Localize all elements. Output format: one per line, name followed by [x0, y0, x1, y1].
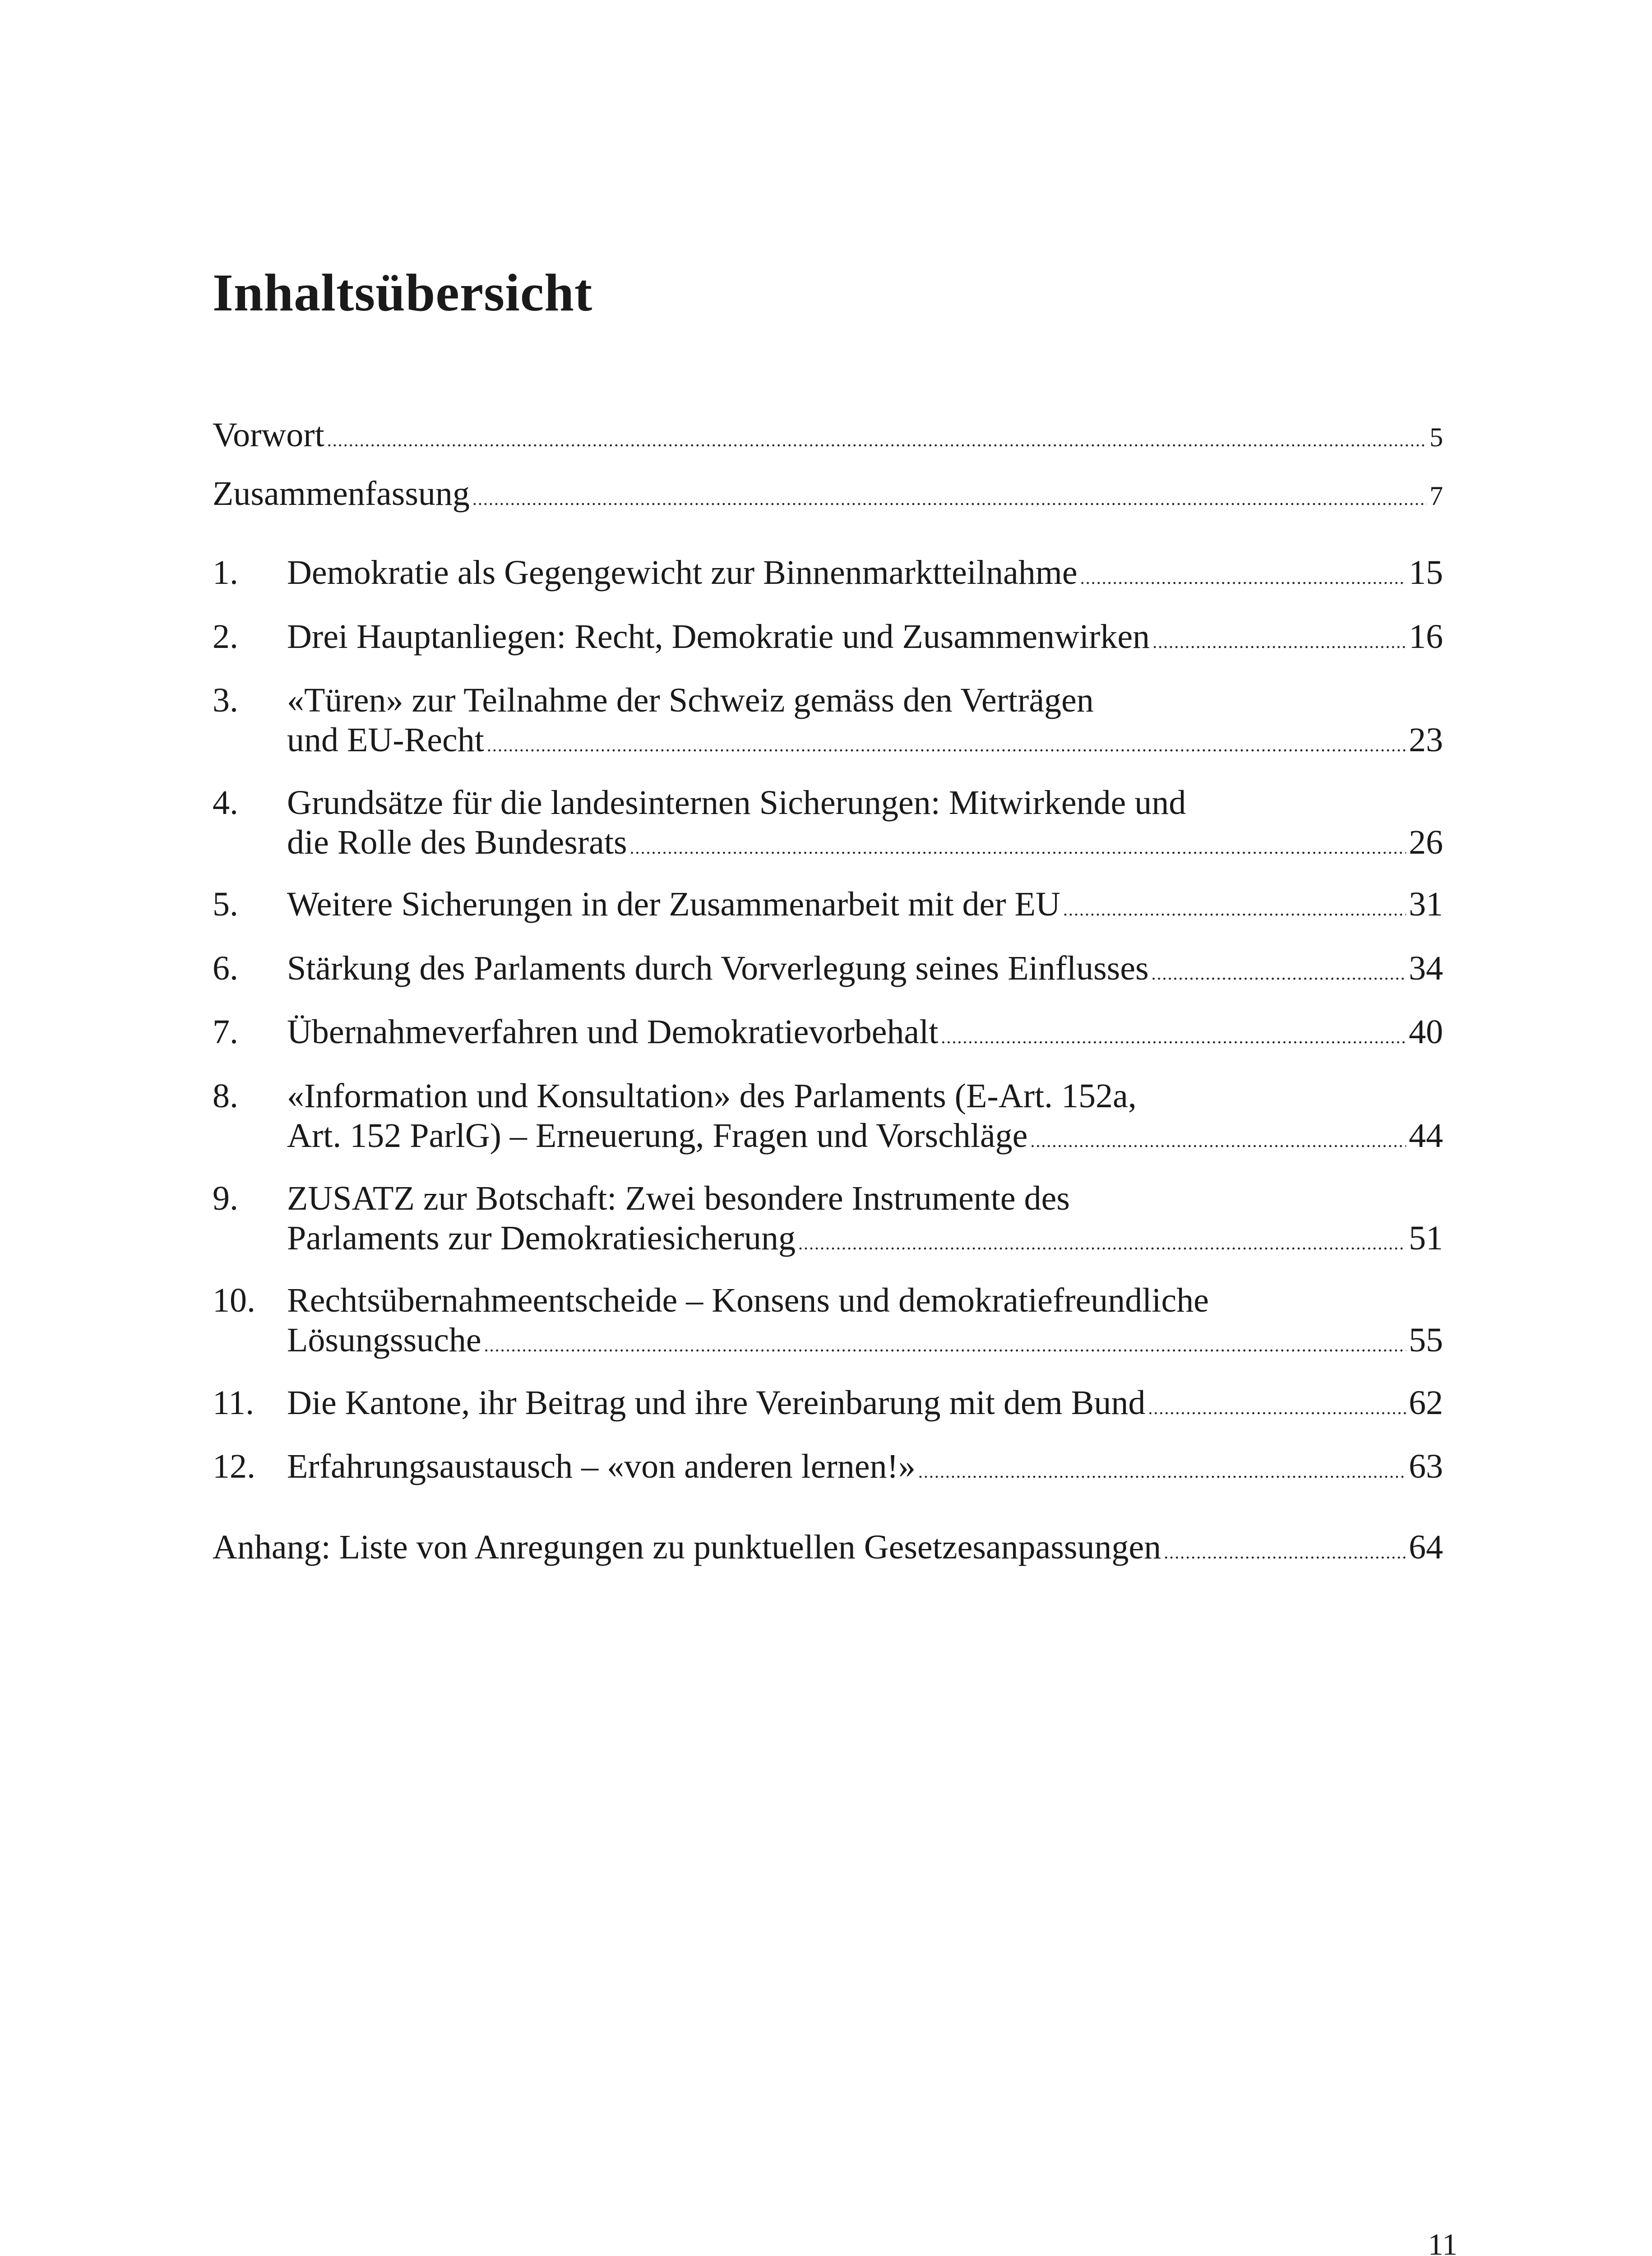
toc-page-number: 63 — [1409, 1447, 1443, 1485]
toc-entry-text: Zusammenfassung — [213, 475, 470, 513]
toc-entry-chapter-10 — [213, 1281, 1443, 1365]
toc-entry-text: Übernahmeverfahren und Demokratievorbehalt — [287, 1013, 939, 1051]
toc-entry-chapter-11 — [213, 1383, 1443, 1428]
toc-entry-text: Anhang: Liste von Anregungen zu punktuellen Gesetzesanpassungen — [213, 1528, 1161, 1566]
dot-leader — [941, 1017, 1406, 1057]
toc-page-number: 64 — [1409, 1528, 1443, 1566]
dot-leader — [918, 1452, 1406, 1492]
toc-entry-chapter-8 — [213, 1076, 1443, 1161]
toc-entry-text: Erfahrungsaustausch – «von anderen lernen!» — [287, 1447, 916, 1485]
toc-page-number: 55 — [1409, 1321, 1443, 1359]
dot-leader — [1148, 1388, 1406, 1428]
toc-page-number: 15 — [1409, 554, 1443, 592]
dot-leader — [798, 1224, 1406, 1263]
toc-page-number: 62 — [1409, 1384, 1443, 1422]
toc-entry-text: Weitere Sicherungen in der Zusammenarbeit mit der EU — [287, 885, 1060, 923]
toc-entry-text-line-2: Parlaments zur Demokratiesicherung — [287, 1219, 796, 1257]
chapter-number: 7. — [213, 1013, 238, 1051]
toc-page-number: 31 — [1409, 885, 1443, 923]
toc-page-number: 26 — [1409, 823, 1443, 861]
toc-entry-chapter-2 — [213, 617, 1443, 662]
chapter-number: 11. — [213, 1384, 255, 1422]
toc-page-number: 16 — [1409, 618, 1443, 656]
toc-entry-chapter-6 — [213, 948, 1443, 994]
chapter-number: 4. — [213, 784, 238, 822]
toc-entry-text-line-2: Lösungssuche — [287, 1321, 481, 1359]
chapter-number: 12. — [213, 1447, 255, 1485]
toc-page-number: 23 — [1409, 721, 1443, 759]
toc-page-number: 44 — [1409, 1117, 1443, 1155]
toc-entry-text: Drei Hauptanliegen: Recht, Demokratie und Zusammenwirken — [287, 618, 1150, 656]
toc-entry-chapter-3 — [213, 680, 1443, 765]
toc-page-number: 34 — [1409, 949, 1443, 987]
dot-leader — [1152, 622, 1406, 662]
toc-page-number: 5 — [1430, 422, 1443, 452]
dot-leader — [327, 421, 1427, 460]
dot-leader — [1030, 1121, 1406, 1161]
dot-leader — [487, 726, 1406, 765]
toc-entry-text: Vorwort — [213, 416, 324, 454]
chapter-number: 6. — [213, 949, 238, 987]
toc-entry-chapter-12 — [213, 1447, 1443, 1492]
toc-entry-text-line-1: «Information und Konsultation» des Parlaments (E-Art. 152a, — [287, 1077, 1137, 1115]
toc-entry-text: Stärkung des Parlaments durch Vorverlegung seines Einflusses — [287, 949, 1149, 987]
toc-entry-text-line-2: die Rolle des Bundesrats — [287, 823, 627, 861]
dot-leader — [630, 828, 1406, 868]
toc-entry-chapter-9 — [213, 1179, 1443, 1263]
toc-entry-text-line-2: Art. 152 ParlG) – Erneuerung, Fragen und Vorschläge — [287, 1117, 1028, 1155]
dot-leader — [484, 1326, 1406, 1365]
toc-title: Inhaltsübersicht — [213, 263, 593, 322]
toc-entry-chapter-1 — [213, 553, 1443, 598]
toc-entry-text-line-1: «Türen» zur Teilnahme der Schweiz gemäss den Verträgen — [287, 681, 1094, 719]
toc-page-number: 40 — [1409, 1013, 1443, 1051]
chapter-number: 3. — [213, 681, 238, 719]
chapter-number: 9. — [213, 1179, 238, 1217]
toc-entry-chapter-7 — [213, 1012, 1443, 1057]
toc-entry-text-line-1: Grundsätze für die landesinternen Sicherungen: Mitwirkende und — [287, 784, 1186, 822]
toc-page-number: 7 — [1430, 481, 1443, 511]
chapter-number: 10. — [213, 1281, 255, 1319]
dot-leader — [472, 479, 1427, 519]
toc-entry-chapter-4 — [213, 783, 1443, 868]
toc-page-number: 51 — [1409, 1219, 1443, 1257]
toc-entry-text-line-1: Rechtsübernahmeentscheide – Konsens und demokratiefreundliche — [287, 1281, 1209, 1319]
chapter-number: 5. — [213, 885, 238, 923]
toc-entry-zusammenfassung — [213, 474, 1443, 519]
page-number-footer: 11 — [1428, 2227, 1458, 2256]
dot-leader — [1080, 558, 1406, 598]
toc-entry-anhang — [213, 1527, 1443, 1572]
toc-entry-chapter-5 — [213, 884, 1443, 929]
chapter-number: 2. — [213, 618, 238, 656]
dot-leader — [1063, 890, 1406, 929]
dot-leader — [1164, 1533, 1406, 1572]
toc-entry-text-line-1: ZUSATZ zur Botschaft: Zwei besondere Instrumente des — [287, 1179, 1070, 1217]
toc-entry-text: Demokratie als Gegengewicht zur Binnenmarktteilnahme — [287, 554, 1078, 592]
chapter-number: 8. — [213, 1077, 238, 1115]
chapter-number: 1. — [213, 554, 238, 592]
toc-entry-text-line-2: und EU-Recht — [287, 721, 484, 759]
toc-entry-vorwort — [213, 415, 1443, 460]
toc-entry-text: Die Kantone, ihr Beitrag und ihre Vereinbarung mit dem Bund — [287, 1384, 1146, 1422]
dot-leader — [1152, 954, 1406, 994]
